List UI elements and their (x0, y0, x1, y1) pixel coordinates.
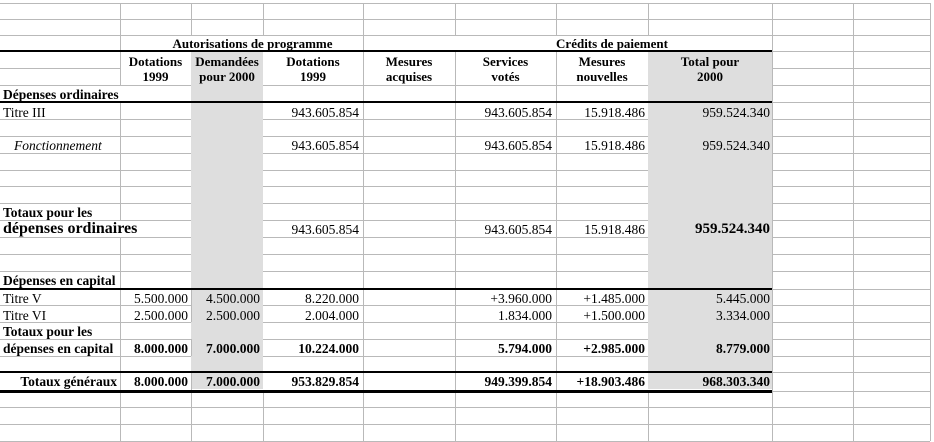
gridline-h (772, 372, 930, 373)
header-line: Dotations (286, 54, 340, 69)
gridline-h (0, 68, 120, 69)
row-totaux-ordinaires-label1[interactable]: Totaux pour les (3, 205, 93, 220)
gridline-h (0, 85, 191, 86)
border-above-totaux-generaux (0, 371, 772, 373)
gridline-h (772, 254, 930, 255)
cell-totaux-generaux-services-votes[interactable]: 949.399.854 (484, 374, 552, 389)
cell-titre6-mesures-nouvelles[interactable]: +1.500.000 (583, 308, 645, 323)
cell-totaux-capital-services-votes[interactable]: 5.794.000 (498, 341, 552, 356)
header-line: Mesures (385, 54, 433, 69)
header-mesures-acquises[interactable] (363, 54, 455, 84)
gridline-h (0, 170, 191, 171)
header-line: acquises (385, 69, 433, 84)
gridline-h (0, 424, 930, 425)
cell-totaux-generaux-mesures-nouvelles[interactable]: +18.903.486 (576, 374, 645, 389)
gridline-h (0, 407, 930, 408)
row-titre6-label[interactable]: Titre VI (3, 308, 47, 323)
gridline-h (772, 305, 930, 306)
header-line: votés (491, 69, 520, 84)
gridline-h (0, 254, 191, 255)
cell-titre5-dotations-cp[interactable]: 8.220.000 (305, 291, 359, 306)
cell-totaux-capital-mesures-nouvelles[interactable]: +2.985.000 (583, 341, 645, 356)
gridline-v (455, 3, 456, 35)
header-line: Mesures (578, 54, 626, 69)
gridline-h (772, 322, 930, 323)
cell-titre3-mesures-nouvelles[interactable]: 15.918.486 (584, 105, 645, 120)
cell-totaux-ordinaires-total[interactable]: 959.524.340 (695, 221, 770, 237)
header-line: 1999 (300, 69, 326, 84)
cell-titre5-total[interactable]: 5.445.000 (716, 291, 770, 306)
gridline-v (930, 3, 931, 441)
header-services-votes[interactable] (455, 54, 556, 84)
gridline-h (772, 237, 930, 238)
header-dotations-cp[interactable] (263, 54, 363, 84)
gridline-h (772, 356, 930, 357)
cell-titre5-mesures-nouvelles[interactable]: +1.485.000 (583, 291, 645, 306)
row-totaux-ordinaires-label2[interactable]: dépenses ordinaires (3, 220, 138, 237)
gridline-h (772, 289, 930, 290)
cell-totaux-ordinaires-dotations-cp[interactable]: 943.605.854 (291, 222, 359, 237)
cell-totaux-generaux-total[interactable]: 968.303.340 (702, 374, 770, 389)
gridline-v (120, 103, 121, 220)
gridline-h (0, 203, 191, 204)
gridline-h (772, 339, 930, 340)
cell-titre5-services-votes[interactable]: +3.960.000 (490, 291, 552, 306)
gridline-h (0, 186, 191, 187)
gridline-h (772, 203, 930, 204)
gridline-v (191, 3, 192, 35)
gridline-v (853, 3, 854, 441)
gridline-h (0, 153, 191, 154)
cell-totaux-ordinaires-services-votes[interactable]: 943.605.854 (484, 222, 552, 237)
cell-titre6-dotations-ap[interactable]: 2.500.000 (134, 308, 188, 323)
gridline-h (0, 339, 191, 340)
gridline-h (772, 102, 930, 103)
gridline-h (772, 170, 930, 171)
cell-titre6-total[interactable]: 3.334.000 (716, 308, 770, 323)
header-line: 2000 (697, 69, 723, 84)
header-dotations-ap[interactable] (120, 54, 191, 84)
cell-titre5-dotations-ap[interactable]: 5.500.000 (134, 291, 188, 306)
cell-fonctionnement-dotations-cp[interactable]: 943.605.854 (291, 138, 359, 153)
gridline-h (0, 356, 191, 357)
gridline-h (0, 19, 930, 20)
gridline-h (772, 186, 930, 187)
section-depenses-capital[interactable]: Dépenses en capital (3, 273, 116, 288)
gridline-h (0, 35, 930, 36)
header-line: pour 2000 (199, 69, 255, 84)
cell-totaux-capital-dotations-cp[interactable]: 10.224.000 (298, 341, 359, 356)
cell-fonctionnement-mesures-nouvelles[interactable]: 15.918.486 (584, 138, 645, 153)
cell-totaux-ordinaires-mesures-nouvelles[interactable]: 15.918.486 (584, 222, 645, 237)
gridline-h (772, 153, 930, 154)
cell-totaux-capital-dotations-ap[interactable]: 8.000.000 (134, 341, 188, 356)
cell-titre3-services-votes[interactable]: 943.605.854 (484, 105, 552, 120)
cell-titre6-services-votes[interactable]: 1.834.000 (498, 308, 552, 323)
section-depenses-ordinaires[interactable]: Dépenses ordinaires (3, 87, 119, 102)
gridline-h (772, 51, 930, 52)
gridline-v (191, 393, 192, 441)
cell-titre5-demandees[interactable]: 4.500.000 (206, 291, 260, 306)
row-totaux-capital-label2[interactable]: dépenses en capital (3, 341, 114, 356)
gridline-v (648, 393, 649, 441)
row-titre3-label[interactable]: Titre III (3, 105, 46, 120)
gridline-v (263, 393, 264, 441)
cell-totaux-generaux-dotations-ap[interactable]: 8.000.000 (134, 374, 188, 389)
border-below-depenses-capital (0, 288, 772, 290)
cell-totaux-capital-demandees[interactable]: 7.000.000 (206, 341, 260, 356)
border-below-totaux-generaux (0, 390, 772, 393)
header-line: Demandées (195, 54, 259, 69)
row-totaux-generaux-label[interactable]: Totaux généraux (20, 374, 117, 389)
cell-titre6-demandees[interactable]: 2.500.000 (206, 308, 260, 323)
gridline-h (772, 271, 930, 272)
gridline-h (0, 271, 191, 272)
header-total-2000[interactable] (648, 54, 772, 84)
header-line: 1999 (142, 69, 169, 84)
row-fonctionnement-label[interactable]: Fonctionnement (14, 138, 102, 153)
gridline-v (263, 3, 264, 35)
cell-titre6-dotations-cp[interactable]: 2.004.000 (305, 308, 359, 323)
header-autorisations-programme[interactable]: Autorisations de programme (172, 36, 333, 51)
cell-titre3-total[interactable]: 959.524.340 (702, 105, 770, 120)
header-demandees[interactable] (191, 54, 263, 84)
gridline-v (120, 237, 121, 441)
gridline-h (0, 3, 930, 4)
row-titre5-label[interactable]: Titre V (3, 291, 42, 306)
gridline-h (772, 68, 930, 69)
gridline-v (556, 3, 557, 35)
cell-titre3-dotations-cp[interactable]: 943.605.854 (291, 105, 359, 120)
gridline-v (772, 3, 773, 441)
gridline-h (772, 136, 930, 137)
cell-totaux-generaux-demandees[interactable]: 7.000.000 (206, 374, 260, 389)
row-totaux-capital-label1[interactable]: Totaux pour les (3, 324, 93, 339)
cell-fonctionnement-total[interactable]: 959.524.340 (702, 138, 770, 153)
gridline-h (0, 136, 191, 137)
gridline-v (648, 3, 649, 35)
gridline-h (772, 119, 930, 120)
cell-fonctionnement-services-votes[interactable]: 943.605.854 (484, 138, 552, 153)
gridline-h (772, 85, 930, 86)
cell-totaux-generaux-dotations-cp[interactable]: 953.829.854 (291, 374, 359, 389)
header-line: Services (482, 54, 529, 69)
gridline-h (772, 220, 930, 221)
header-line: nouvelles (576, 69, 628, 84)
header-line: Total pour (680, 54, 740, 69)
header-credits-paiement[interactable]: Crédits de paiement (556, 36, 668, 51)
header-line: Dotations (128, 54, 183, 69)
cell-totaux-capital-total[interactable]: 8.779.000 (716, 341, 770, 356)
gridline-h (772, 391, 930, 392)
header-mesures-nouvelles[interactable] (556, 54, 648, 84)
